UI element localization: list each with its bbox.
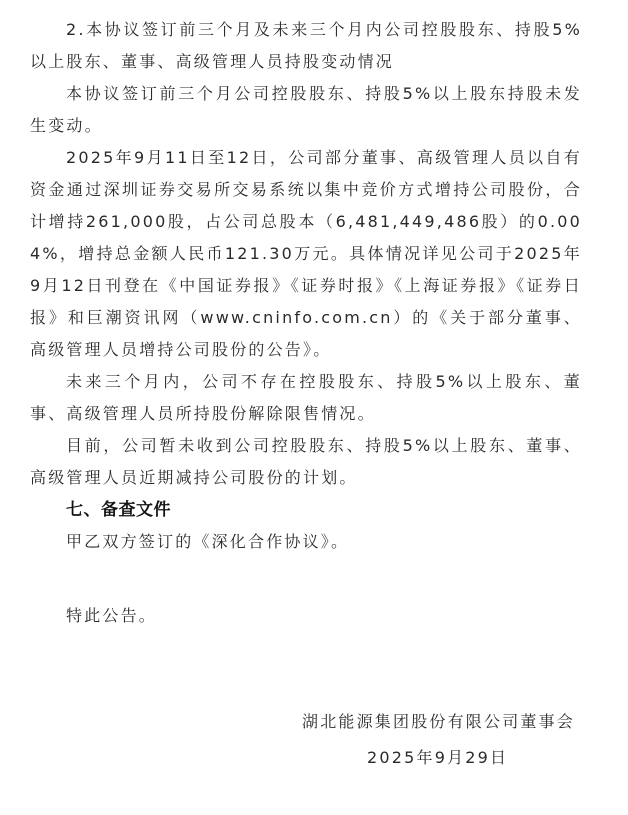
section-body: 甲乙双方签订的《深化合作协议》。 [66,532,350,551]
paragraph-shareholding-changes-title: 2.本协议签订前三个月及未来三个月内公司控股股东、持股5%以上股东、董事、高级管理人员持股变动情况 [30,20,582,71]
signature-company: 湖北能源集团股份有限公司董事会 [302,712,576,731]
closing-text: 特此公告。 [66,606,158,625]
document-body [30,14,582,632]
paragraph-no-reduction-plan: 目前，公司暂未收到公司控股股东、持股5%以上股东、董事、高级管理人员近期减持公司股份的计划。 [30,436,582,487]
paragraph-no-change: 本协议签订前三个月公司控股股东、持股5%以上股东持股未发生变动。 [30,84,582,135]
section-heading: 七、备查文件 [66,500,171,520]
spacer [30,558,582,600]
paragraph-no-lockup-release: 未来三个月内，公司不存在控股股东、持股5%以上股东、董事、高级管理人员所持股份解除限售情况。 [30,372,582,423]
signature-date: 2025年9月29日 [367,748,509,767]
paragraph-increase-holding: 2025年9月11日至12日，公司部分董事、高级管理人员以自有资金通过深圳证券交易所交易系统以集中竞价方式增持公司股份，合计增持261,000股，占公司总股本（6,481,449,486股）的0.004%，增持总金额人民币121.30万元。具体情况详见公司于2025年9月12日刊登在《中国证券报》《证券时报》《上海证券报》《证券日报》和巨潮资讯网（www.cninfo.com.cn）的《关于部分董事、高级管理人员增持公司股份的公告》。 [30,148,582,359]
